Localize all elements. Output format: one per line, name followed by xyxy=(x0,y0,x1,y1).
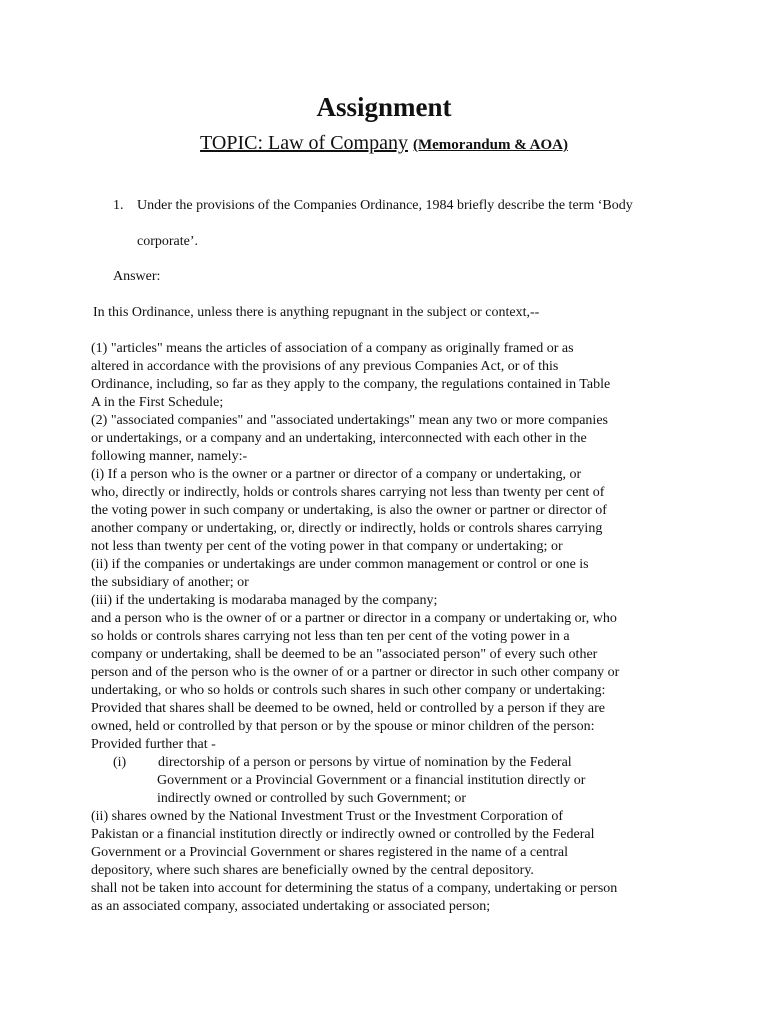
body-line: as an associated company, associated undertaking or associated person; xyxy=(91,899,491,914)
document-title: Assignment xyxy=(316,92,452,122)
body-line: (2) "associated companies" and "associated undertakings" mean any two or more companies xyxy=(91,413,608,428)
body-line: depository, where such shares are beneficially owned by the central depository. xyxy=(91,863,534,878)
body-line: the voting power in such company or undertaking, is also the owner or partner or director of xyxy=(91,503,607,518)
proviso-i-text: directorship of a person or persons by virtue of nomination by the Federal xyxy=(158,755,572,770)
proviso-i-line: Government or a Provincial Government or a financial institution directly or xyxy=(157,773,586,788)
body-line: and a person who is the owner of or a partner or director in a company or undertaking or, who xyxy=(91,611,617,626)
topic-main: TOPIC: Law of Company xyxy=(200,132,408,154)
question-text-line-2: corporate’. xyxy=(137,234,199,249)
body-text xyxy=(91,340,619,916)
body-line: (ii) shares owned by the National Investment Trust or the Investment Corporation of xyxy=(91,809,564,824)
body-line: Provided further that - xyxy=(91,737,216,752)
body-line: Pakistan or a financial institution directly or indirectly owned or controlled by the Federal xyxy=(91,827,595,842)
body-line: another company or undertaking, or, directly or indirectly, holds or controls shares carrying xyxy=(91,521,603,536)
body-line: altered in accordance with the provisions of any previous Companies Act, or of this xyxy=(91,359,559,374)
body-line: person and of the person who is the owner of or a partner or director in such other company or xyxy=(91,665,620,680)
body-line: owned, held or controlled by that person or by the spouse or minor children of the person: xyxy=(91,719,595,734)
body-line: following manner, namely:- xyxy=(91,449,248,464)
proviso-i-label: (i) xyxy=(113,755,127,770)
body-line: A in the First Schedule; xyxy=(91,395,224,410)
body-line: Government or a Provincial Government or shares registered in the name of a central xyxy=(91,845,568,860)
proviso-i-line xyxy=(91,754,619,772)
body-line: not less than twenty per cent of the voting power in that company or undertaking; or xyxy=(91,539,563,554)
body-line: (1) "articles" means the articles of association of a company as originally framed or as xyxy=(91,341,574,356)
body-line: who, directly or indirectly, holds or controls shares carrying not less than twenty per cent of xyxy=(91,485,605,500)
topic-sub: (Memorandum & AOA) xyxy=(412,137,568,153)
proviso-i-line: indirectly owned or controlled by such Government; or xyxy=(157,791,467,806)
body-line: Provided that shares shall be deemed to be owned, held or controlled by a person if they are xyxy=(91,701,605,716)
document-topic xyxy=(0,132,768,155)
body-line: (iii) if the undertaking is modaraba managed by the company; xyxy=(91,593,438,608)
body-line: or undertakings, or a company and an undertaking, interconnected with each other in the xyxy=(91,431,587,446)
question-text-line-1: Under the provisions of the Companies Ordinance, 1984 briefly describe the term ‘Body xyxy=(137,198,633,213)
question-number: 1. xyxy=(113,198,124,213)
body-line: (ii) if the companies or undertakings are under common management or control or one is xyxy=(91,557,589,572)
intro-paragraph: In this Ordinance, unless there is anything repugnant in the subject or context,-- xyxy=(93,305,540,320)
body-line: (i) If a person who is the owner or a partner or director of a company or undertaking, or xyxy=(91,467,582,482)
body-line: undertaking, or who so holds or controls such shares in such other company or undertaking: xyxy=(91,683,606,698)
body-line: Ordinance, including, so far as they apply to the company, the regulations contained in Table xyxy=(91,377,611,392)
answer-label: Answer: xyxy=(113,269,161,284)
body-line: so holds or controls shares carrying not less than ten per cent of the voting power in a xyxy=(91,629,570,644)
body-line: company or undertaking, shall be deemed to be an "associated person" of every such other xyxy=(91,647,598,662)
body-line: shall not be taken into account for determining the status of a company, undertaking or person xyxy=(91,881,618,896)
body-line: the subsidiary of another; or xyxy=(91,575,249,590)
